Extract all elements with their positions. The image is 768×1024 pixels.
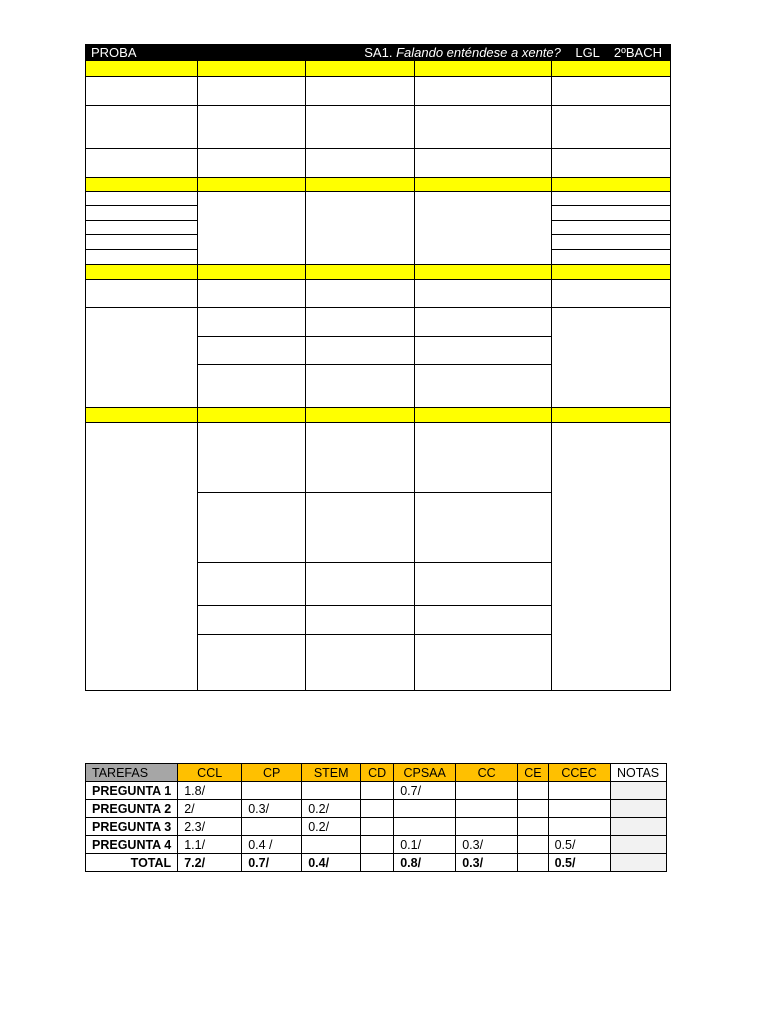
grid-row-line (85, 177, 671, 178)
score-cell-notas (610, 836, 666, 854)
score-cell-ce (518, 800, 548, 818)
rubric-sheet (85, 44, 671, 691)
grid-subrow-line (85, 205, 197, 206)
course-label: 2ºBACH (613, 45, 662, 60)
grid-subrow-line (85, 220, 197, 221)
grid-row-line (85, 191, 671, 192)
grid-border-bottom (85, 690, 671, 691)
row-label: PREGUNTA 1 (86, 782, 178, 800)
row-label: PREGUNTA 2 (86, 800, 178, 818)
score-cell-cpsaa: 0.7/ (394, 782, 456, 800)
row-label: TOTAL (86, 854, 178, 872)
grid-subrow-line (551, 249, 671, 250)
grid-column-line (197, 61, 198, 691)
grid-border-left (85, 61, 86, 691)
activity-code: SA1. (364, 45, 393, 60)
row-label: PREGUNTA 3 (86, 818, 178, 836)
score-cell-notas (610, 854, 666, 872)
score-cell-ccl: 2/ (178, 800, 242, 818)
grid-column-line (305, 61, 306, 691)
task-row (86, 800, 667, 818)
grid-row-line (85, 279, 671, 280)
score-cell-stem: 0.4/ (302, 854, 361, 872)
score-cell-notas (610, 818, 666, 836)
grid-subrow-line (85, 249, 197, 250)
score-cell-cc (456, 818, 518, 836)
score-cell-cd (361, 836, 394, 854)
section-header-band (85, 264, 671, 279)
score-cell-ccec (548, 782, 610, 800)
score-cell-ccl: 7.2/ (178, 854, 242, 872)
col-header-ce: CE (518, 764, 548, 782)
score-cell-cc (456, 782, 518, 800)
score-cell-ce (518, 836, 548, 854)
score-cell-cd (361, 854, 394, 872)
grid-row-line (85, 407, 671, 408)
score-cell-ce (518, 854, 548, 872)
grid-row-line (85, 422, 671, 423)
score-cell-cp (242, 782, 302, 800)
col-header-cp: CP (242, 764, 302, 782)
grid-column-line (551, 61, 552, 691)
grid-row-line (85, 148, 671, 149)
score-cell-stem: 0.2/ (302, 818, 361, 836)
sheet-title-group (364, 44, 662, 61)
score-cell-ccec: 0.5/ (548, 836, 610, 854)
score-cell-stem (302, 836, 361, 854)
activity-title: Falando enténdese a xente? (396, 45, 561, 60)
score-cell-cpsaa: 0.1/ (394, 836, 456, 854)
grid-border-right (670, 61, 671, 691)
score-cell-cpsaa (394, 800, 456, 818)
score-cell-ccl: 1.1/ (178, 836, 242, 854)
score-cell-stem (302, 782, 361, 800)
task-row (86, 818, 667, 836)
col-header-tarefas: TAREFAS (86, 764, 178, 782)
grid-subrow-line (551, 205, 671, 206)
grid-subrow-line (197, 492, 551, 493)
score-cell-notas (610, 782, 666, 800)
total-row (86, 854, 667, 872)
section-header-band (85, 407, 671, 422)
score-cell-cd (361, 782, 394, 800)
score-cell-cpsaa: 0.8/ (394, 854, 456, 872)
grid-row-line (85, 307, 671, 308)
section-header-band (85, 61, 671, 76)
col-header-stem: STEM (302, 764, 361, 782)
col-header-cc: CC (456, 764, 518, 782)
score-cell-ccl: 2.3/ (178, 818, 242, 836)
grades-table (85, 763, 667, 872)
score-cell-cpsaa (394, 818, 456, 836)
score-cell-cc (456, 800, 518, 818)
score-cell-cp: 0.4 / (242, 836, 302, 854)
score-cell-cp: 0.3/ (242, 800, 302, 818)
grid-row-line (85, 76, 671, 77)
col-header-ccec: CCEC (548, 764, 610, 782)
score-cell-ccl: 1.8/ (178, 782, 242, 800)
grid-subrow-line (551, 220, 671, 221)
score-cell-cp: 0.7/ (242, 854, 302, 872)
score-cell-cd (361, 818, 394, 836)
score-cell-cc: 0.3/ (456, 836, 518, 854)
grid-subrow-line (551, 234, 671, 235)
task-row (86, 782, 667, 800)
col-header-notas: NOTAS (610, 764, 666, 782)
task-row (86, 836, 667, 854)
score-cell-ccec: 0.5/ (548, 854, 610, 872)
grades-header-row (86, 764, 667, 782)
score-cell-notas (610, 800, 666, 818)
col-header-ccl: CCL (178, 764, 242, 782)
grid-subrow-line (197, 336, 551, 337)
score-cell-ce (518, 782, 548, 800)
col-header-cd: CD (361, 764, 394, 782)
score-cell-ccec (548, 800, 610, 818)
grid-subrow-line (197, 364, 551, 365)
section-header-band (85, 177, 671, 191)
grid-column-line (414, 61, 415, 691)
row-label: PREGUNTA 4 (86, 836, 178, 854)
grid-row-line (85, 264, 671, 265)
grades-body (86, 782, 667, 872)
score-cell-cd (361, 800, 394, 818)
proba-label: PROBA (91, 45, 137, 60)
score-cell-cp (242, 818, 302, 836)
sheet-header (85, 44, 671, 61)
score-cell-ce (518, 818, 548, 836)
score-cell-cc: 0.3/ (456, 854, 518, 872)
subject-label: LGL (575, 45, 600, 60)
grid-subrow-line (197, 634, 551, 635)
col-header-cpsaa: CPSAA (394, 764, 456, 782)
score-cell-stem: 0.2/ (302, 800, 361, 818)
grid-subrow-line (197, 562, 551, 563)
grid-subrow-line (197, 605, 551, 606)
grid-row-line (85, 105, 671, 106)
grid-subrow-line (85, 234, 197, 235)
score-cell-ccec (548, 818, 610, 836)
